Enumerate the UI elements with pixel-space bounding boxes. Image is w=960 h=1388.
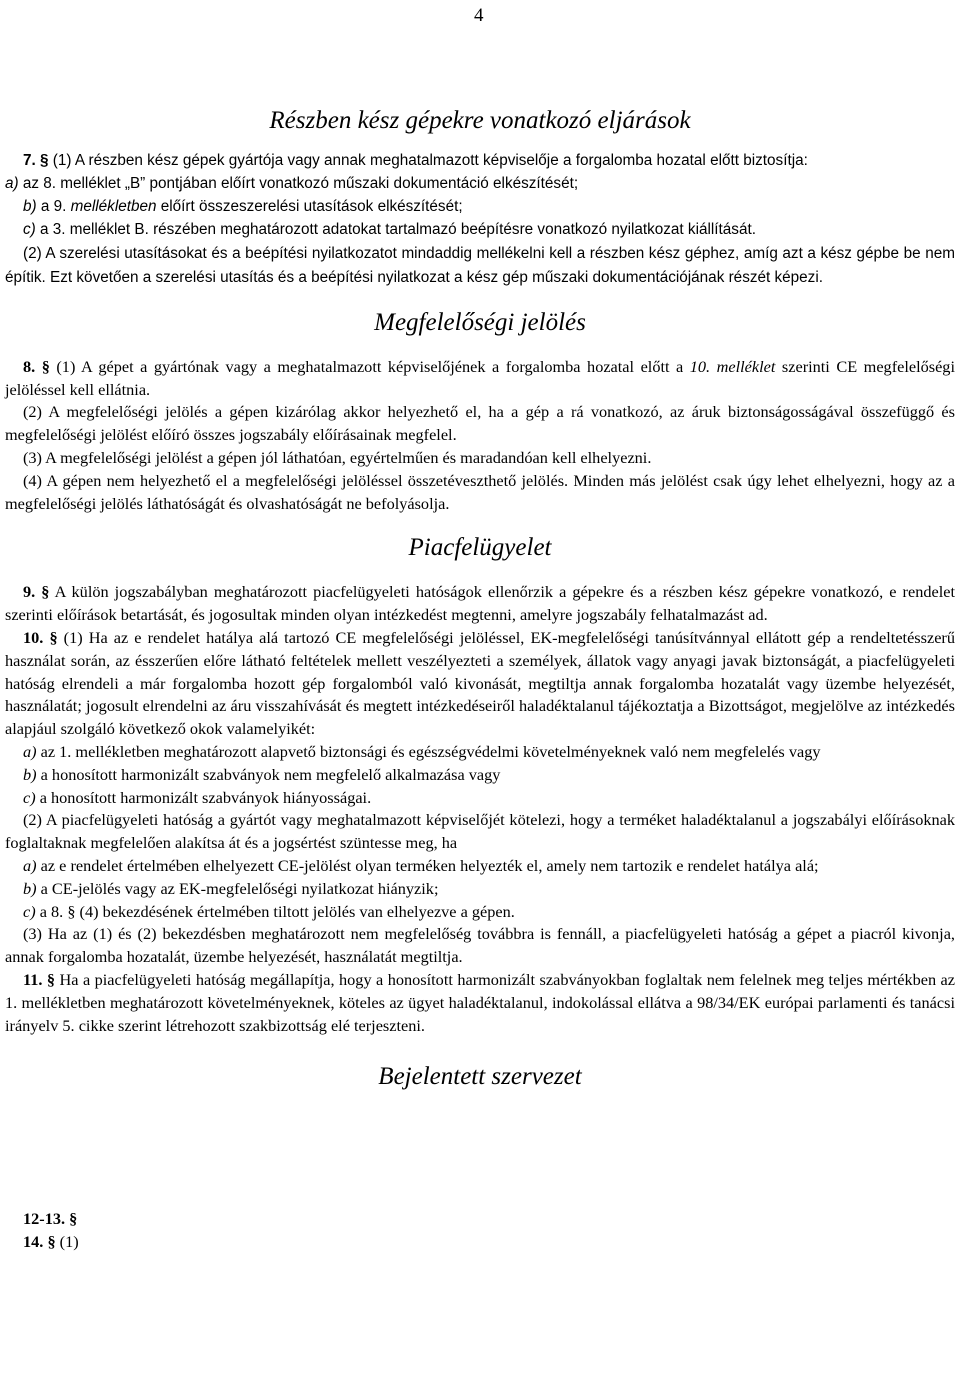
paragraph-text: Ha a piacfelügyeleti hatóság megállapítja, hogy a honosított harmonizált szabványokban foglaltak nem felelnek meg teljes mértékben az 1. mellékletben meghatározott követelményeknek, köteles az ügyet haladéktalanul, indokolással ellátva a 98/34/EK európai parlamenti és tanácsi irányelv 5. cikke szerint létrehozott szakbizottság elé terjeszteni.: [5, 969, 955, 1035]
section-10-p2-item-a: [5, 855, 955, 878]
section-heading-notified-body: Bejelentett szervezet: [378, 1063, 582, 1091]
section-number: 7.: [23, 152, 36, 169]
item-label: b): [23, 197, 37, 215]
item-text: a 9.: [36, 197, 71, 215]
section-10-paragraph-2: (2) A piacfelügyeleti hatóság a gyártót vagy meghatalmazott képviselőjét kötelezi, hogy a terméket haladéktalanul a jogszabályi előírásoknak foglaltaknak megfelelően alakítsa át és a jogsértést szüntesse meg, ha: [5, 810, 955, 853]
item-label: b): [23, 764, 37, 784]
paragraph-text: A külön jogszabályban meghatározott piacfelügyeleti hatóságok ellenőrzik a gépekre és a részben kész gépekre vonatkozó, e rendelet szerinti előírások betartását, és jogosultak minden olyan intézkedést megtenni, amelyre jogszabály felhatalmazást ad.: [5, 582, 955, 625]
section-sign: §: [49, 627, 58, 647]
page-number: 4: [474, 5, 484, 26]
item-text-italic: mellékletben: [70, 197, 157, 215]
section-number: 9.: [23, 582, 36, 602]
paragraph-text: (1) A részben kész gépek gyártója vagy annak meghatalmazott képviselője a forgalomba hozatal előtt biztosítja:: [48, 152, 808, 169]
paragraph-text: (1): [55, 1232, 79, 1252]
paragraph-text: szerinti CE megfelelőségi jelöléssel kell ellátnia.: [5, 356, 955, 399]
item-text: az e rendelet értelmében elhelyezett CE-jelölést olyan terméken helyezték el, amely nem tartozik e rendelet hatálya alá;: [36, 855, 819, 875]
section-8-paragraph-4: (4) A gépen nem helyezhető el a megfelelőségi jelöléssel összetéveszthető jelölés. Minden más jelölést csak úgy lehet elhelyezni, hogy az a megfelelőségi jelölés láthatóságát és olvashatóságát ne befolyásolja.: [5, 470, 955, 513]
section-10-item-a: [5, 741, 955, 764]
section-7-item-a: [5, 173, 955, 196]
section-heading-market-surveillance: Piacfelügyelet: [408, 534, 552, 562]
item-label: b): [23, 878, 37, 898]
paragraph-text: (1) Ha az e rendelet hatálya alá tartozó CE megfelelőségi jelöléssel, EK-megfelelőségi tanúsítvánnyal ellátott gép a rendeltetésszerű használat során, az ésszerűen előre látható feltételek mellett veszélyezteti a személyek, állatok vagy anyagi javak biztonságát, a piacfelügyeleti hatóság elrendeli a már forgalomba hozott gép forgalomból való kivonását, megtiltja annak forgalomba hozatalát vagy üzembe helyezését, használatát; jogosult elrendelni az áru visszahívását és megtett intézkedéseiről haladéktalanul tájékoztatja a Bizottságot, megjelölve az intézkedés alapjául szolgáló következő okok valamelyikét:: [5, 627, 955, 739]
item-label: a): [23, 855, 37, 875]
section-sign: §: [69, 1209, 78, 1229]
section-10-paragraph-1: [5, 627, 955, 741]
paragraph-text: (1) A gépet a gyártónak vagy a meghatalmazott képviselőjének a forgalomba hozatal előtt a: [49, 356, 690, 376]
section-8-paragraph-3: (3) A megfelelőségi jelölést a gépen jól láthatóan, egyértelműen és maradandóan kell elhelyezni.: [23, 447, 652, 467]
section-7-item-b: [5, 196, 955, 219]
section-number: 12-13.: [23, 1209, 66, 1229]
section-sign: §: [67, 901, 76, 921]
section-7-item-c: [5, 218, 955, 242]
section-10-item-c: [5, 787, 955, 810]
section-sign: §: [41, 582, 50, 602]
section-heading-conformity-marking: Megfelelőségi jelölés: [374, 308, 586, 336]
section-sign: §: [47, 1232, 56, 1252]
section-10-p2-item-b: [5, 878, 955, 901]
section-number: 11.: [23, 969, 43, 989]
paragraph-text: (2) A szerelési utasításokat és a beépítési nyilatkozatot mindaddig mellékelni kell a részben kész géphez, amíg azt a kész gépbe be nem építik.: [5, 245, 955, 286]
section-sign: §: [40, 152, 49, 169]
section-12-14: [5, 1208, 955, 1254]
item-text: az 1. mellékletben meghatározott alapvető biztonsági és egészségvédelmi követelményeknek való nem megfelelés vagy: [36, 741, 821, 761]
item-text: részében meghatározott adatokat tartalmazó beépítésre vonatkozó nyilatkozat kiállítását.: [148, 221, 756, 239]
section-11-paragraph: [5, 969, 955, 1037]
section-14: [5, 1231, 955, 1254]
item-text: az 8. melléklet „B” pontjában előírt vonatkozó műszaki dokumentáció elkészítését;: [18, 174, 579, 192]
item-text: a 8.: [35, 901, 68, 921]
section-8-paragraph-1: [5, 356, 955, 402]
section-10-item-b: [5, 764, 955, 787]
section-number: 10.: [23, 627, 44, 647]
section-10-paragraph-3: (3) Ha az (1) és (2) bekezdésben meghatározott nem megfelelőség továbbra is fennáll, a piacfelügyeleti hatóság a gépet a piacról kivonja, annak forgalomba hozatalát, üzembe helyezését, használatát megtiltja.: [5, 924, 955, 967]
section-number: 14.: [23, 1232, 44, 1252]
item-text: előírt összeszerelési utasítások elkészítését;: [156, 197, 463, 215]
section-number: 8.: [23, 356, 36, 376]
item-label: c): [23, 787, 36, 807]
item-text: a 3. melléklet B.: [35, 221, 149, 239]
section-sign: §: [46, 969, 56, 989]
section-7-paragraph-1: [5, 150, 955, 173]
item-label: c): [23, 221, 36, 239]
section-heading-partly-completed-machinery: Részben kész gépekre vonatkozó eljárások: [269, 107, 691, 134]
section-9-11: [5, 581, 955, 1037]
section-8: [5, 356, 955, 516]
item-text: (4) bekezdésének értelmében tiltott jelölés van elhelyezve a gépen.: [75, 901, 515, 921]
section-7-paragraph-2: [5, 242, 955, 290]
paragraph-text-italic: 10. melléklet: [689, 356, 776, 376]
section-9-paragraph: [5, 581, 955, 627]
item-text: a honosított harmonizált szabványok hiányosságai.: [35, 787, 372, 807]
item-label: c): [23, 901, 36, 921]
section-7: [5, 150, 955, 290]
section-10-p2-item-c: [5, 901, 955, 924]
item-label: a): [23, 741, 37, 761]
item-label: a): [5, 174, 19, 192]
item-text: a CE-jelölés vagy az EK-megfelelőségi nyilatkozat hiányzik;: [36, 878, 439, 898]
paragraph-text: Ezt követően a szerelési utasítás és a beépítési nyilatkozat a kész gép műszaki dokumentációjának részét képezi.: [45, 268, 823, 286]
document-page: [5, 0, 955, 1254]
section-12-13: [5, 1208, 955, 1231]
item-text: a honosított harmonizált szabványok nem megfelelő alkalmazása vagy: [36, 764, 501, 784]
section-sign: §: [41, 356, 50, 376]
section-8-paragraph-2: (2) A megfelelőségi jelölés a gépen kizárólag akkor helyezhető el, ha a gép a rá vonatkozó, az áruk biztonságosságával összefüggő és megfelelőségi jelölést előíró összes jogszabály előírásainak megfelel.: [5, 402, 955, 445]
